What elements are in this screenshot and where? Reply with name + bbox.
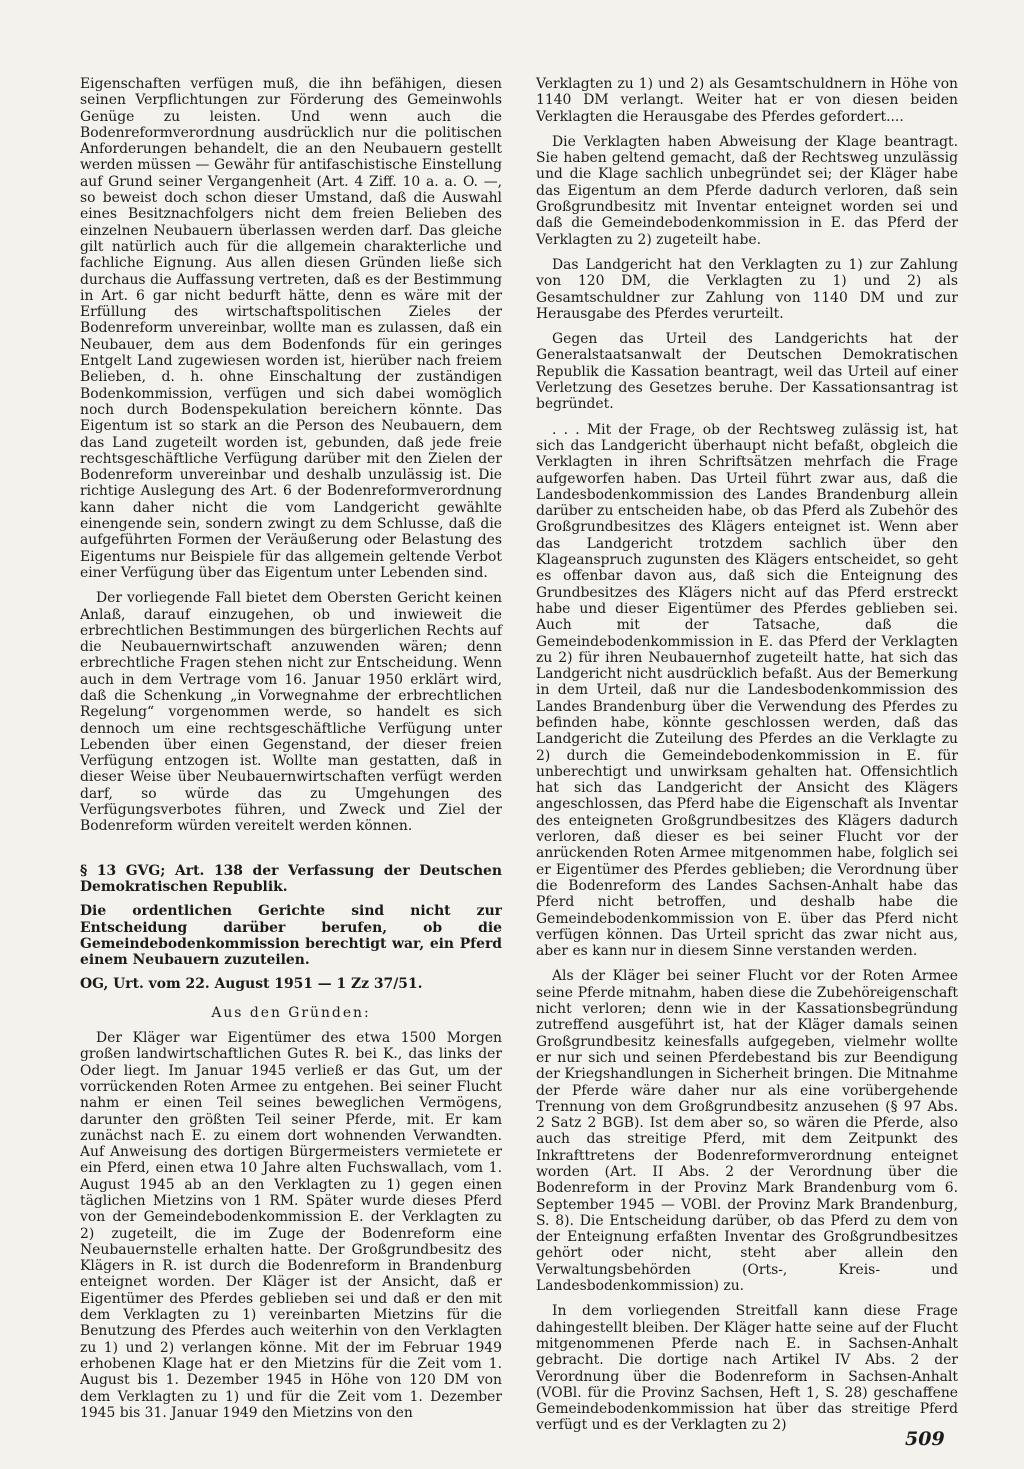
paragraph: Eigenschaften verfügen muß, die ihn befähigen, diesen seinen Verpflichtungen zur Förderung des Gemeinwohls Genüge zu leisten. Und wenn auch die Bodenreformverordnung ausdrücklich nur die politischen Anforderungen behandelt, die an den Neubauern gestellt werden müssen — Gewähr für antifaschistische Einstellung auf Grund seiner Vergangenheit (Art. 4 Ziff. 10 a. a. O. —, so beweist doch schon dieser Umstand, daß die Auswahl eines Besitznachfolgers nicht dem freien Belieben des einzelnen Neubauern überlassen werden darf. Das gleiche gilt natürlich auch für die allgemein charakterliche und fachliche Eignung. Aus allen diesen Gründen ließe sich durchaus die Auffassung vertreten, daß es der Bestimmung in Art. 6 gar nicht bedurft hätte, denn es wäre mit der Erfüllung des wirtschaftspolitischen Zieles der Bodenreform unvereinbar, wollte man es zulassen, daß ein Neubauer, dem aus dem Bodenfonds für ein geringes Entgelt Land zugewiesen worden ist, hierüber nach freiem Belieben, d. h. ohne Einschaltung der zuständigen Bodenkommission, verfügen und sich dabei womöglich noch durch Bodenspekulation bereichern könnte. Das Eigentum ist so stark an die Person des Neubauern, dem das Land zugeteilt worden ist, gebunden, daß jede freie rechtsgeschäftliche Verfügung darüber mit den Zielen der Bodenreform unvereinbar und deshalb unzulässig ist. Die richtige Auslegung des Art. 6 der Bodenreformverordnung kann daher nicht die vom Landgericht gewählte einengende sein, sondern zwingt zu dem Schlusse, daß die aufgeführten Formen der Veräußerung oder Belastung des Eigentums nur Beispiele für das allgemein geltende Verbot einer Verfügung über das Eigentum unter Lebenden sind. xyxy=(80,76,502,581)
paragraph: Der Kläger war Eigentümer des etwa 1500 Morgen großen landwirtschaftlichen Gutes R. bei K., das links der Oder liegt. Im Januar 1945 verließ er das Gut, um der vorrückenden Roten Armee zu entgehen. Bei seiner Flucht nahm er einen Teil seines beweglichen Vermögens, darunter den größten Teil seiner Pferde, mit. Er kam zunächst nach E. zu einem dort wohnenden Verwandten. Auf Anweisung des dortigen Bürgermeisters vermietete er ein Pferd, einen etwa 10 Jahre alten Fuchswallach, vom 1. August 1945 ab an den Verklagten zu 1) gegen einen täglichen Mietzins von 1 RM. Später wurde dieses Pferd von der Gemeindebodenkommission E. der Verklagten zu 2) zugeteilt, die im Zuge der Bodenreform eine Neubauernstelle erhalten hatte. Der Großgrundbesitz des Klägers in R. ist durch die Bodenreform in Brandenburg enteignet worden. Der Kläger ist der Ansicht, daß er Eigentümer des Pferdes geblieben sei und daß er den mit dem Verklagten zu 1) vereinbarten Mietzins für die Benutzung des Pferdes auch weiterhin von den Verklagten zu 1) und 2) verlangen könne. Mit der im Februar 1949 erhobenen Klage hat er den Mietzins für die Zeit vom 1. August bis 1. Dezember 1945 in Höhe von 120 DM von dem Verklagten zu 1) und für die Zeit vom 1. Dezember 1945 bis 31. Januar 1949 den Mietzins von den xyxy=(80,1030,502,1421)
left-column xyxy=(80,76,502,1430)
paragraph: Der vorliegende Fall bietet dem Obersten Gericht keinen Anlaß, darauf einzugehen, ob und inwieweit die erbrechtlichen Bestimmungen des bürgerlichen Rechts auf die Neubauernwirtschaft anzuwenden wären; denn erbrechtliche Fragen stehen nicht zur Entscheidung. Wenn auch in dem Vertrage vom 16. Januar 1950 erklärt wird, daß die Schenkung „in Vorwegnahme der erbrechtlichen Regelung“ vorgenommen werde, so handelt es sich dennoch um eine rechtsgeschäftliche Verfügung unter Lebenden über einen Gegenstand, der dieser freien Verfügung entzogen ist. Wollte man gestatten, daß in dieser Weise über Neubauernwirtschaften verfügt werden darf, so würde das zu Umgehungen des Verfügungsverbotes führen, und Zweck und Ziel der Bodenreform würden vereitelt werden können. xyxy=(80,590,502,835)
grounds-heading: Aus den Gründen: xyxy=(211,1004,371,1021)
page-number: 509 xyxy=(905,1428,945,1450)
paragraph: In dem vorliegenden Streitfall kann diese Frage dahingestellt bleiben. Der Kläger hatte seine auf der Flucht mitgenommenen Pferde nach E. in Sachsen-Anhalt gebracht. Die dortige nach Artikel IV Abs. 2 der Verordnung über die Bodenreform in Sachsen-Anhalt (VOBl. für die Provinz Sachsen, Heft 1, S. 28) geschaffene Gemeindebodenkommission hat über das streitige Pferd verfügt und es der Verklagten zu 2) xyxy=(536,1303,958,1434)
paragraph: Die Verklagten haben Abweisung der Klage beantragt. Sie haben geltend gemacht, daß der Rechtsweg unzulässig und die Klage sachlich unbegründet sei; der Kläger habe das Eigentum an dem Pferde dadurch verloren, daß sein Großgrundbesitz mit Inventar enteignet worden sei und daß die Gemeindebodenkommission in E. das Pferd der Verklagten zu 2) zugeteilt habe. xyxy=(536,133,958,248)
headnote: Die ordentlichen Gerichte sind nicht zur Entscheidung darüber berufen, ob die Gemeindebodenkommission berechtigt war, ein Pferd einem Neubauern zuzuteilen. xyxy=(80,903,502,969)
paragraph: Als der Kläger bei seiner Flucht vor der Roten Armee seine Pferde mitnahm, haben diese die Zubehöreigenschaft nicht verloren; denn wie in der Kassationsbegründung zutreffend ausgeführt ist, hat der Kläger damals seinen Großgrundbesitz keinesfalls aufgegeben, vielmehr wollte er nur sich und seinen Pferdebestand bis zur Beendigung der Kriegshandlungen in Sicherheit bringen. Die Mitnahme der Pferde wäre daher nur als eine vorübergehende Trennung von dem Großgrundbesitz anzusehen (§ 97 Abs. 2 Satz 2 BGB). Ist dem aber so, so wären die Pferde, also auch das streitige Pferd, mit dem Zeitpunkt des Inkrafttretens der Bodenreformverordnung enteignet worden (Art. II Abs. 2 der Verordnung über die Bodenreform in der Provinz Mark Brandenburg vom 6. September 1945 — VOBl. der Provinz Mark Brandenburg, S. 8). Die Entscheidung darüber, ob das Pferd zu dem von der Enteignung erfaßten Inventar des Großgrundbesitzes gehört oder nicht, steht aber allein den Verwaltungsbehörden (Orts-, Kreis- und Landesbodenkommission) zu. xyxy=(536,968,958,1295)
paragraph: Das Landgericht hat den Verklagten zu 1) zur Zahlung von 120 DM, die Verklagten zu 1) und 2) als Gesamtschuldner zur Zahlung von 1140 DM und zur Herausgabe des Pferdes verurteilt. xyxy=(536,256,958,322)
paragraph: Gegen das Urteil des Landgerichts hat der Generalstaatsanwalt der Deutschen Demokratischen Republik die Kassation beantragt, weil das Urteil auf einer Verletzung des Gesetzes beruhe. Der Kassationsantrag ist begründet. xyxy=(536,331,958,413)
right-column xyxy=(536,76,958,1443)
case-citation: OG, Urt. vom 22. August 1951 — 1 Zz 37/51. xyxy=(80,976,423,993)
section-heading: § 13 GVG; Art. 138 der Verfassung der Deutschen Demokratischen Republik. xyxy=(80,862,502,895)
paragraph: Verklagten zu 1) und 2) als Gesamtschuldnern in Höhe von 1140 DM verlangt. Weiter hat er von diesen beiden Verklagten die Herausgabe des Pferdes gefordert.... xyxy=(536,76,958,125)
paragraph: . . . Mit der Frage, ob der Rechtsweg zulässig ist, hat sich das Landgericht überhaupt nicht befaßt, obgleich die Verklagten in ihren Schriftsätzen mehrfach die Frage aufgeworfen haben. Das Urteil führt zwar aus, daß die Landesbodenkommission des Landes Brandenburg allein darüber zu entscheiden habe, ob das Pferd als Zubehör des Großgrundbesitzes des Klägers enteignet ist. Wenn aber das Landgericht trotzdem sachlich über den Klageanspruch zugunsten des Klägers entscheidet, so geht es offenbar davon aus, daß sich die Enteignung des Grundbesitzes des Klägers nicht auf das Pferd erstreckt habe und dieser Eigentümer des Pferdes geblieben sei. Auch mit der Tatsache, daß die Gemeindebodenkommission in E. das Pferd der Verklagten zu 2) für ihren Neubauernhof zugeteilt hatte, hat sich das Landgericht nicht ausdrücklich befaßt. Aus der Bemerkung in dem Urteil, daß nur die Landesbodenkommission des Landes Brandenburg über die Verwendung des Pferdes zu befinden habe, könnte geschlossen werden, daß das Landgericht die Zuteilung des Pferdes an die Verklagte zu 2) durch die Gemeindebodenkommission in E. für unberechtigt und unwirksam gehalten hat. Offensichtlich hat sich das Landgericht der Ansicht des Klägers angeschlossen, das Pferd habe die Eigenschaft als Inventar des enteigneten Großgrundbesitzes des Klägers dadurch verloren, daß dieser es bei seiner Flucht vor der anrückenden Roten Armee mitgenommen habe, folglich sei er Eigentümer des Pferdes geblieben; die Verordnung über die Bodenreform des Landes Sachsen-Anhalt habe das Pferd nicht betroffen, und deshalb habe die Gemeindebodenkommission von E. über das Pferd nicht verfügen können. Das Urteil spricht das zwar nicht aus, aber es kann nur in diesem Sinne verstanden werden. xyxy=(536,421,958,960)
